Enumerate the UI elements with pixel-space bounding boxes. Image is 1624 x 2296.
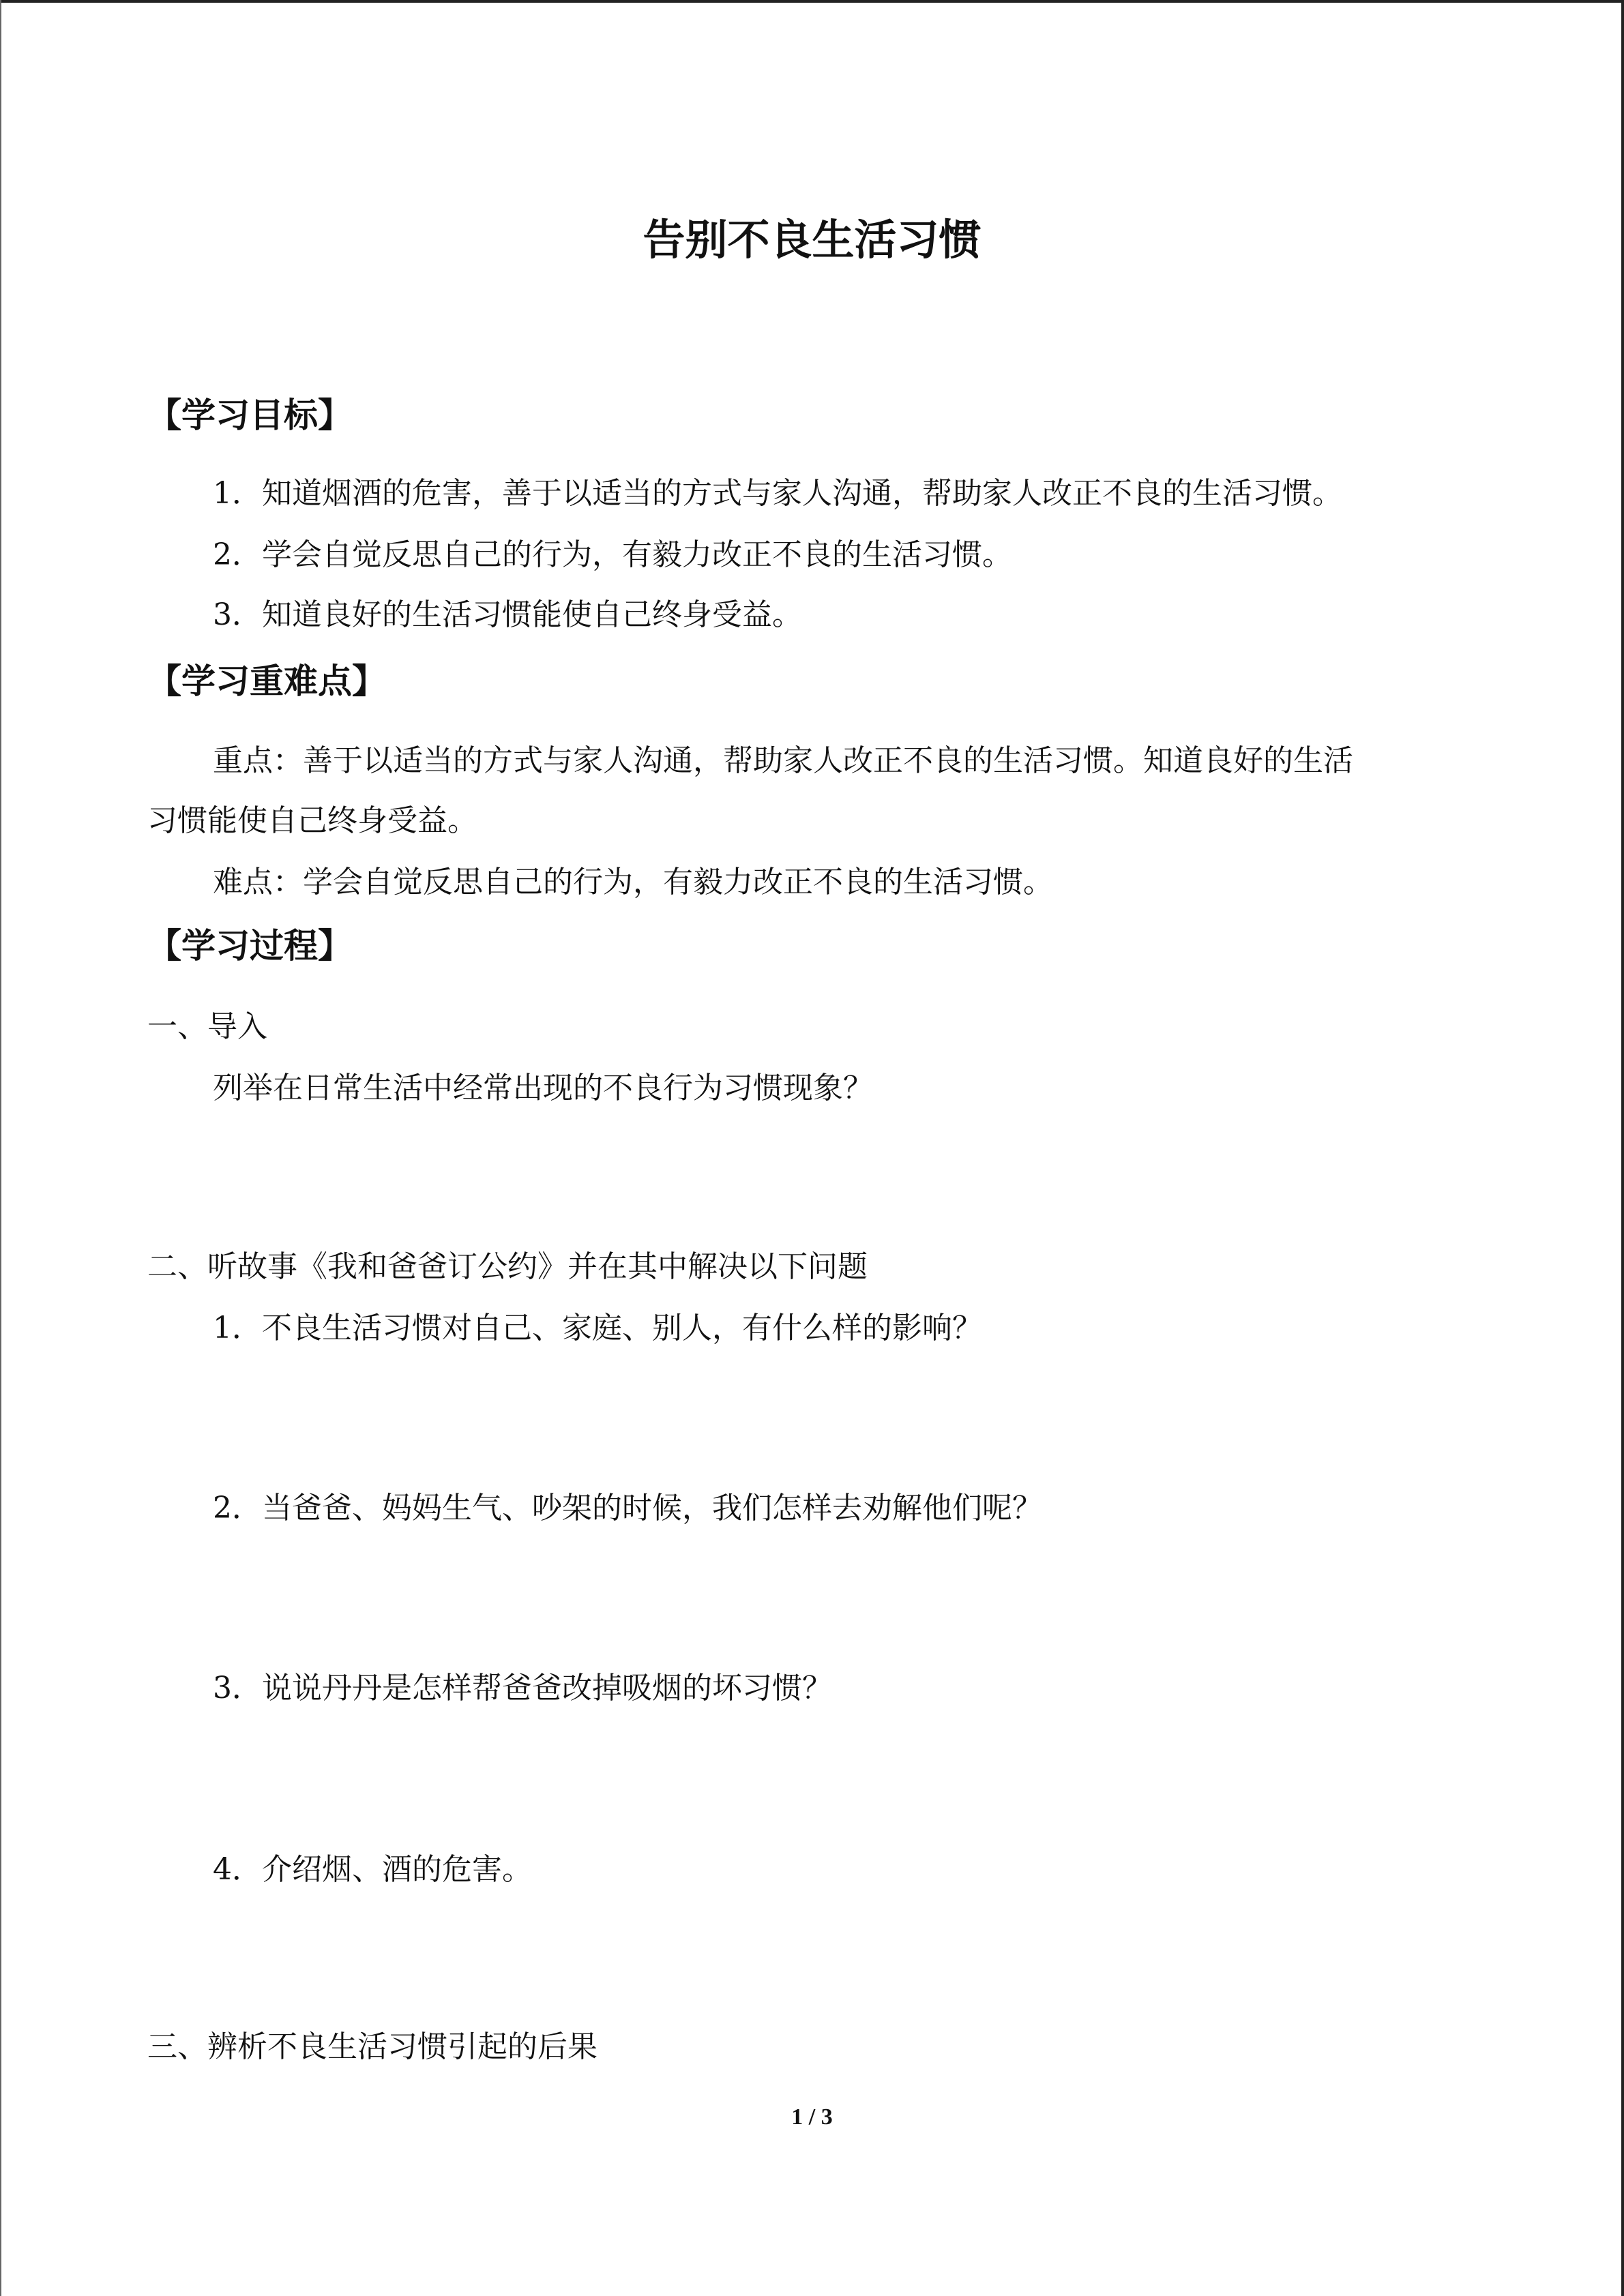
- question-item: 1．不良生活习惯对自己、家庭、别人，有什么样的影响？: [213, 1311, 982, 1345]
- section-title: 三、辨析不良生活习惯引起的后果: [147, 2029, 597, 2064]
- section-title: 二、听故事《我和爸爸订公约》并在其中解决以下问题: [147, 1249, 868, 1284]
- key-point-line: 习惯能使自己终身受益。: [147, 803, 477, 838]
- page-number: 1 / 3: [791, 2104, 833, 2130]
- key-point-line: 重点：善于以适当的方式与家人沟通，帮助家人改正不良的生活习惯。知道良好的生活: [213, 743, 1353, 778]
- key-points-heading: 【学习重难点】: [147, 661, 386, 701]
- goal-item: 2．学会自觉反思自己的行为，有毅力改正不良的生活习惯。: [213, 537, 1012, 572]
- goal-item: 1．知道烟酒的危害，善于以适当的方式与家人沟通，帮助家人改正不良的生活习惯。: [213, 476, 1342, 511]
- section-prompt: 列举在日常生活中经常出现的不良行为习惯现象？: [213, 1071, 873, 1105]
- page-border-top: [0, 0, 1624, 3]
- goals-heading: 【学习目标】: [147, 396, 352, 435]
- page-border-right: [1621, 0, 1624, 2296]
- page-border-left: [0, 0, 1, 2296]
- document-title: 告别不良生活习惯: [643, 215, 981, 265]
- question-item: 2．当爸爸、妈妈生气、吵架的时候，我们怎样去劝解他们呢？: [213, 1491, 1042, 1525]
- difficulty-line: 难点：学会自觉反思自己的行为，有毅力改正不良的生活习惯。: [213, 865, 1053, 899]
- section-title: 一、导入: [147, 1009, 267, 1044]
- goal-item: 3．知道良好的生活习惯能使自己终身受益。: [213, 597, 802, 632]
- question-item: 3．说说丹丹是怎样帮爸爸改掉吸烟的坏习惯？: [213, 1671, 832, 1705]
- process-heading: 【学习过程】: [147, 926, 352, 966]
- question-item: 4．介绍烟、酒的危害。: [213, 1852, 532, 1887]
